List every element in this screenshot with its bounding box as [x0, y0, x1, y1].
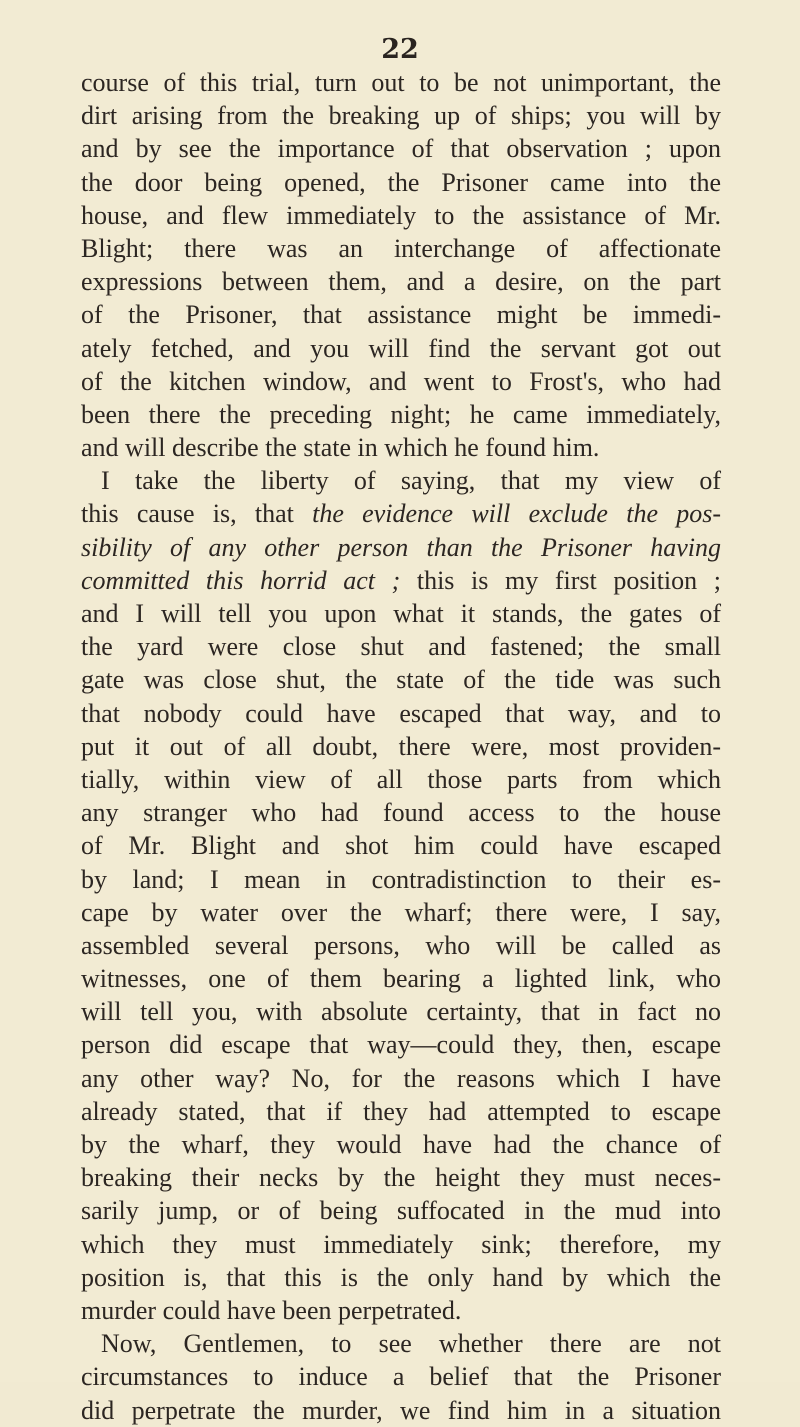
text-segment: the yard were close shut and fastened; the small	[81, 632, 721, 662]
text-line	[81, 796, 721, 829]
text-segment: gate was close shut, the state of the tide was such	[81, 665, 721, 695]
text-line	[81, 995, 721, 1028]
text-segment: this cause is, that	[81, 499, 313, 529]
text-line	[81, 265, 721, 298]
text-segment: of the kitchen window, and went to Frost's, who had	[81, 366, 721, 396]
text-segment: sarily jump, or of being suffocated in the mud into	[81, 1196, 721, 1226]
text-line	[81, 663, 721, 696]
text-segment: cape by water over the wharf; there were, I say,	[81, 897, 721, 927]
text-segment: any stranger who had found access to the house	[81, 798, 721, 828]
text-segment: assembled several persons, who will be called as	[81, 930, 721, 960]
text-line	[81, 531, 721, 564]
text-line	[81, 398, 721, 431]
text-segment: and by see the importance of that observation ; upon	[81, 134, 721, 164]
text-line	[81, 597, 721, 630]
text-line	[81, 630, 721, 663]
text-line	[81, 66, 721, 99]
text-line	[81, 132, 721, 165]
text-line	[81, 896, 721, 929]
text-segment: put it out of all doubt, there were, most providen-	[81, 731, 721, 761]
text-segment: by the wharf, they would have had the chance of	[81, 1130, 721, 1159]
text-line	[81, 1228, 721, 1261]
text-line	[81, 1095, 721, 1128]
text-segment: witnesses, one of them bearing a lighted link, who	[81, 964, 721, 994]
text-line	[81, 298, 721, 331]
text-segment: will tell you, with absolute certainty, that in fact no	[81, 997, 721, 1027]
page-number: 22	[381, 34, 419, 65]
text-line	[81, 99, 721, 132]
text-line	[81, 332, 721, 365]
text-line	[81, 166, 721, 199]
text-segment: expressions between them, and a desire, on the part	[81, 267, 721, 297]
text-segment: ately fetched, and you will find the servant got out	[81, 333, 721, 363]
text-segment: person did escape that way—could they, then, escape	[81, 1030, 721, 1060]
text-line	[81, 497, 721, 530]
italic-text-segment: committed this horrid act ;	[81, 565, 401, 595]
text-segment: course of this trial, turn out to be not unimportant, the	[81, 68, 721, 97]
text-segment: of Mr. Blight and shot him could have escaped	[81, 831, 721, 861]
text-line	[81, 697, 721, 730]
text-segment: murder could have been perpetrated.	[81, 1295, 462, 1325]
text-segment: this is my first position ;	[400, 565, 721, 595]
text-segment: by land; I mean in contradistinction to their es-	[81, 864, 721, 894]
text-line	[81, 730, 721, 763]
text-segment: Now, Gentlemen, to see whether there are not	[101, 1329, 721, 1359]
text-segment: of the Prisoner, that assistance might be immedi-	[81, 300, 721, 330]
text-line	[81, 564, 721, 597]
text-segment: been there the preceding night; he came immediately,	[81, 399, 721, 429]
text-segment: Blight; there was an interchange of affectionate	[81, 233, 721, 263]
text-line	[81, 1028, 721, 1061]
text-line	[81, 464, 721, 497]
text-segment: and I will tell you upon what it stands, the gates of	[81, 599, 721, 628]
text-line	[81, 763, 721, 796]
text-line	[81, 1128, 721, 1161]
text-line	[81, 962, 721, 995]
text-segment: I take the liberty of saying, that my view of	[101, 466, 721, 496]
text-segment: breaking their necks by the height they must neces-	[81, 1163, 721, 1193]
text-segment: dirt arising from the breaking up of ships; you will by	[81, 101, 721, 131]
text-line	[81, 1394, 721, 1427]
text-line	[81, 1327, 721, 1360]
text-line	[81, 1294, 721, 1327]
text-segment: position is, that this is the only hand by which the	[81, 1262, 721, 1292]
italic-text-segment: the evidence will exclude the pos-	[312, 499, 722, 529]
italic-text-segment: sibility of any other person than the Prisoner having	[81, 532, 721, 562]
text-segment: circumstances to induce a belief that the Prisoner	[81, 1362, 721, 1392]
body-text	[81, 66, 721, 1427]
text-line	[81, 1194, 721, 1227]
text-segment: did perpetrate the murder, we find him in a situation	[81, 1395, 721, 1425]
text-segment: that nobody could have escaped that way, and to	[81, 698, 721, 728]
text-line	[81, 829, 721, 862]
text-segment: tially, within view of all those parts from which	[81, 764, 721, 794]
text-segment: which they must immediately sink; therefore, my	[81, 1229, 721, 1259]
text-segment: already stated, that if they had attempted to escape	[81, 1096, 721, 1126]
text-segment: and will describe the state in which he found him.	[81, 433, 600, 463]
text-line	[81, 199, 721, 232]
text-line	[81, 1360, 721, 1393]
text-line	[81, 863, 721, 896]
text-line	[81, 929, 721, 962]
text-segment: any other way? No, for the reasons which I have	[81, 1063, 721, 1093]
text-segment: house, and flew immediately to the assistance of Mr.	[81, 200, 721, 230]
text-line	[81, 431, 721, 464]
text-line	[81, 232, 721, 265]
text-line	[81, 365, 721, 398]
text-line	[81, 1261, 721, 1294]
text-line	[81, 1161, 721, 1194]
text-segment: the door being opened, the Prisoner came into the	[81, 167, 721, 197]
text-line	[81, 1062, 721, 1095]
